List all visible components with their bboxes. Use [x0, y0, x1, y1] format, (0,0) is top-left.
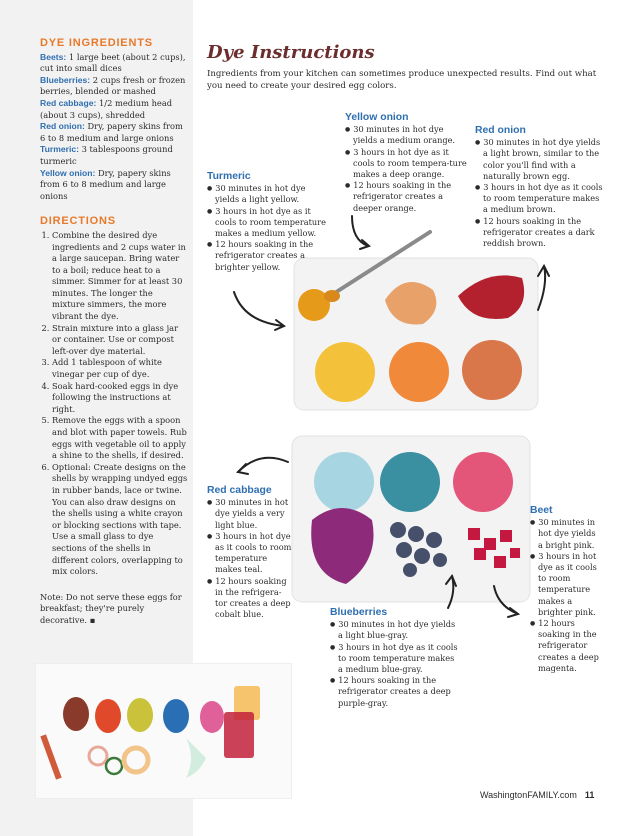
- ingredient-turmeric: Turmeric: 3 tablespoons ground turmeric: [40, 144, 173, 166]
- dye-red-onion: [475, 125, 605, 249]
- dye-name: Yellow onion: [345, 112, 409, 123]
- dye-step: ● 12 hours soaking in the refrigerator creates a deeper orange.: [345, 180, 467, 214]
- dye-step: ● 3 hours in hot dye as it cools to room temperature makes a medium yellow.: [207, 206, 332, 240]
- ingredient-yellow-onion: Yellow onion: Dry, papery skins from 6 to 8 medium and large onions: [40, 167, 171, 201]
- dye-step: ● 30 minutes in hot dye yields a light brown, similar to the color you'll find with a naturally brown egg.: [475, 137, 605, 182]
- dye-name: Red onion: [475, 125, 526, 136]
- dye-turmeric: [207, 171, 332, 273]
- dye-beet: [530, 505, 602, 674]
- dye-step: ● 12 hours soaking in the refrigerator creates a dark reddish brown.: [475, 216, 605, 250]
- dye-name: Beet: [530, 505, 553, 516]
- ingredients-heading: DYE INGREDIENTS: [40, 37, 153, 49]
- dye-step: ● 12 hours soaking in the refrigerator creates a brighter yellow.: [207, 239, 332, 273]
- dye-step: ● 12 hours soaking in the refrigera-tor creates a deep cobalt blue.: [207, 576, 293, 621]
- page-number: 11: [584, 790, 595, 800]
- dye-name: Turmeric: [207, 171, 251, 182]
- bottom-carton: [292, 436, 530, 602]
- dye-step: ● 3 hours in hot dye as it cools to room tempera-ture makes a deep orange.: [345, 147, 467, 181]
- dye-name: Blueberries: [330, 607, 388, 618]
- dye-step: ● 12 hours soaking in the refrigerator creates a deep purple-gray.: [330, 675, 458, 709]
- dye-name: Red cabbage: [207, 485, 272, 496]
- site-name: WashingtonFAMILY.com: [480, 790, 577, 800]
- dye-step: ● 3 hours in hot dye as it cools to room temperature makes a medium blue-gray.: [330, 642, 458, 676]
- dye-step: ● 30 minutes in hot dye yields a bright pink.: [530, 517, 602, 551]
- page-footer: [480, 790, 594, 800]
- direction-step: 2. Strain mixture into a glass jar or container. Use or compost left-over dye material.: [52, 323, 188, 358]
- dye-blueberries: [330, 607, 458, 709]
- note-text: Note: Do not serve these eggs for breakfast; they're purely decorative. ▪: [40, 591, 182, 625]
- direction-step: 6. Optional: Create designs on the shells by wrapping undyed eggs in rubber bands, lace or twine. You can also draw designs on the shells using a white crayon or blocking sections with tape. Use a small glass to dye sections of the shells in different colors, overlapping to mix colors.: [52, 462, 188, 578]
- ingredient-blueberries: Blueberries: 2 cups fresh or frozen berries, blended or mashed: [40, 74, 186, 97]
- page-title: Dye Instructions: [207, 42, 375, 63]
- ingredient-red-cabbage: Red cabbage: 1/2 medium head (about 3 cups), shredded: [40, 97, 173, 120]
- ingredient-red-onion: Red onion: Dry, papery skins from 6 to 8 medium and large onions: [40, 121, 183, 143]
- directions-heading: DIRECTIONS: [40, 215, 116, 228]
- direction-step: 4. Soak hard-cooked eggs in dye following the instructions at right.: [52, 381, 188, 416]
- direction-step: 3. Add 1 tablespoon of white vinegar per cup of dye.: [52, 357, 188, 380]
- ingredient-beets: Beets: 1 large beet (about 2 cups), cut into small dices: [40, 51, 186, 74]
- intro-text: Ingredients from your kitchen can sometimes produce unexpected results. Find out what you need to create your desired egg colors.: [207, 69, 597, 91]
- dye-step: ● 3 hours in hot dye as it cools to room temperature makes teal.: [207, 531, 293, 576]
- dye-step: ● 30 minutes in hot dye yields a very light blue.: [207, 497, 293, 531]
- direction-step: 1. Combine the desired dye ingredients and 2 cups water in a large saucepan. Bring water to a boil; reduce heat to a simmer. Simmer for at least 30 minutes. The longer the mixture simmers, the more vibrant the dye.: [52, 230, 188, 323]
- dye-yellow-onion: [345, 112, 467, 214]
- dye-step: ● 30 minutes in hot dye yields a light yellow.: [207, 183, 332, 205]
- direction-step: 5. Remove the eggs with a spoon and blot with paper towels. Rub eggs with vegetable oil to apply a shine to the shells, if desired.: [52, 415, 188, 461]
- dye-step: ● 3 hours in hot dye as it cools to room temperature makes a brighter pink.: [530, 551, 602, 618]
- dye-step: ● 30 minutes in hot dye yields a medium orange.: [345, 124, 467, 146]
- dye-step: ● 30 minutes in hot dye yields a light blue-gray.: [330, 619, 458, 641]
- dye-red-cabbage: [207, 485, 293, 620]
- dye-step: ● 12 hours soaking in the refrigerator creates a deep magenta.: [530, 618, 602, 674]
- dye-step: ● 3 hours in hot dye as it cools to room temperature makes a medium brown.: [475, 182, 605, 216]
